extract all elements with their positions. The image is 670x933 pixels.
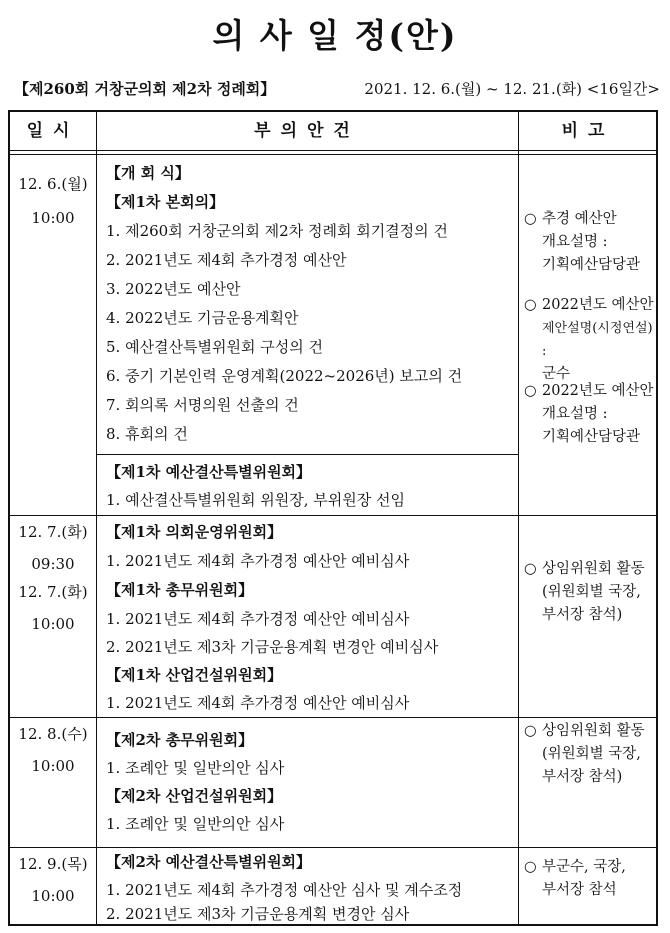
day4-note: ○ 부군수, 국장, 부서장 참석 — [524, 856, 658, 902]
day2-note: ○ 상임위원회 활동 (위원회별 국장, 부서장 참석) — [524, 558, 658, 627]
row-divider — [10, 515, 656, 516]
day4-time: 10:00 — [31, 887, 75, 905]
agenda-item: 2. 2021년도 제3차 기금운용계획 변경안 예비심사 — [106, 638, 439, 656]
plenary-session-title: 【제1차 본회의】 — [106, 193, 225, 211]
agenda-item: 7. 회의록 서명의원 선출의 건 — [106, 396, 299, 414]
day1-date: 12. 6.(월) — [18, 175, 88, 193]
column-header-remarks: 비고 — [561, 121, 615, 141]
agenda-item: 2. 2021년도 제4회 추가경정 예산안 — [106, 251, 347, 269]
column-divider — [518, 112, 519, 924]
agenda-item: 1. 조례안 및 일반의안 심사 — [106, 815, 285, 833]
day1-time: 10:00 — [31, 209, 75, 227]
column-header-agenda: 부의안건 — [254, 121, 360, 141]
day1-note-1: ○ 추경 예산안 개요설명 : 기획예산담당관 — [524, 208, 658, 277]
page-title: 의 사 일 정(안) — [212, 16, 458, 55]
day2-date-2: 12. 7.(화) — [18, 583, 88, 601]
steering-committee-title: 【제1차 의회운영위원회】 — [106, 523, 283, 541]
budget-committee-title: 【제2차 예산결산특별위원회】 — [106, 853, 312, 871]
day1-note-3: ○ 2022년도 예산안 개요설명 : 기획예산담당관 — [524, 380, 658, 449]
subsection-divider — [96, 454, 518, 455]
day2-time-2: 10:00 — [31, 615, 75, 633]
session-period: 2021. 12. 6.(월) ~ 12. 21.(화) <16일간> — [364, 80, 660, 98]
agenda-item: 5. 예산결산특별위원회 구성의 건 — [106, 338, 323, 356]
agenda-item: 4. 2022년도 기금운용계획안 — [106, 309, 299, 327]
day3-date: 12. 8.(수) — [18, 725, 88, 743]
agenda-item: 8. 휴회의 건 — [106, 425, 188, 443]
agenda-item: 2. 2021년도 제3차 기금운용계획 변경안 심사 — [106, 905, 410, 923]
day3-time: 10:00 — [31, 757, 75, 775]
day2-time-1: 09:30 — [31, 555, 75, 573]
agenda-item: 1. 2021년도 제4회 추가경정 예산안 예비심사 — [106, 552, 410, 570]
day2-date-1: 12. 7.(화) — [18, 523, 88, 541]
bullet-icon: ○ — [524, 297, 537, 313]
agenda-item: 1. 제260회 거창군의회 제2차 정례회 회기결정의 건 — [106, 222, 448, 240]
agenda-item: 3. 2022년도 예산안 — [106, 280, 241, 298]
industry-committee-title: 【제2차 산업건설위원회】 — [106, 787, 283, 805]
column-header-date: 일시 — [26, 121, 80, 141]
opening-ceremony: 【개 회 식】 — [106, 164, 190, 182]
agenda-item: 1. 예산결산특별위원회 위원장, 부위원장 선임 — [106, 491, 405, 509]
budget-committee-title: 【제1차 예산결산특별위원회】 — [106, 463, 312, 481]
day4-date: 12. 9.(목) — [18, 855, 88, 873]
agenda-item: 1. 2021년도 제4회 추가경정 예산안 예비심사 — [106, 610, 410, 628]
bullet-icon: ○ — [524, 383, 537, 399]
day3-note: ○ 상임위원회 활동 (위원회별 국장, 부서장 참석) — [524, 720, 658, 789]
agenda-item: 1. 조례안 및 일반의안 심사 — [106, 759, 285, 777]
bullet-icon: ○ — [524, 561, 537, 577]
bullet-icon: ○ — [524, 211, 537, 227]
bullet-icon: ○ — [524, 859, 537, 875]
general-committee-title: 【제2차 총무위원회】 — [106, 731, 254, 749]
agenda-item: 1. 2021년도 제4회 추가경정 예산안 예비심사 — [106, 694, 410, 712]
bullet-icon: ○ — [524, 723, 537, 739]
session-header — [14, 78, 664, 102]
industry-committee-title: 【제1차 산업건설위원회】 — [106, 666, 283, 684]
agenda-item: 1. 2021년도 제4회 추가경정 예산안 심사 및 계수조정 — [106, 881, 463, 899]
general-committee-title: 【제1차 총무위원회】 — [106, 581, 254, 599]
header-divider — [10, 150, 656, 155]
agenda-item: 6. 중기 기본인력 운영계획(2022~2026년) 보고의 건 — [106, 367, 463, 385]
row-divider — [10, 847, 656, 848]
column-divider — [96, 112, 97, 924]
day1-note-2: ○ 2022년도 예산안 제안설명(시정연설) : 군수 — [524, 294, 658, 386]
session-name: 【제260회 거창군의회 제2차 정례회】 — [14, 80, 276, 98]
schedule-table — [8, 110, 658, 926]
row-divider — [10, 717, 656, 718]
